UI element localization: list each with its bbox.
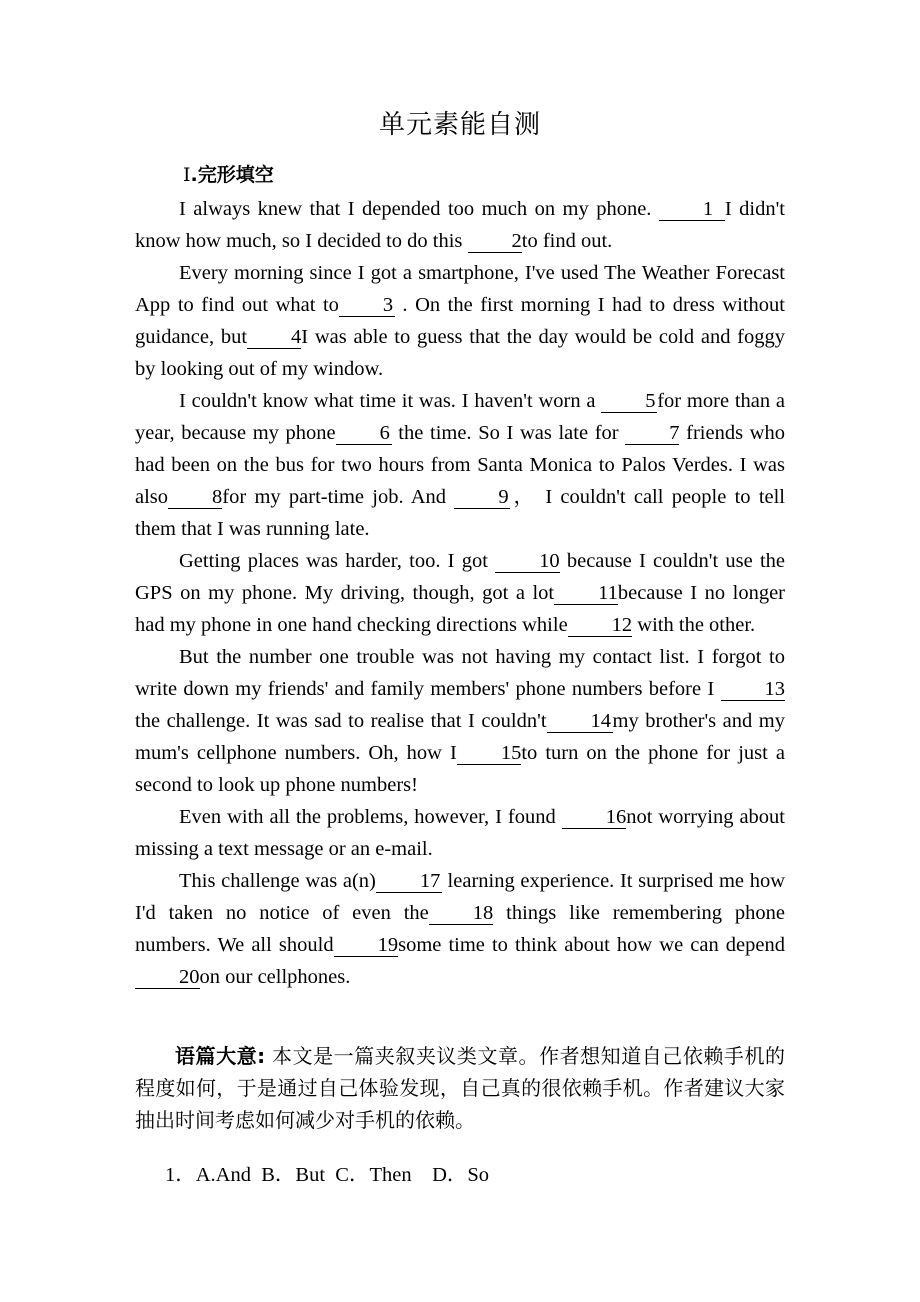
- passage-text: my brother's and my mum's cellphone numbers. Oh, how I: [135, 710, 786, 764]
- question-list: [135, 1160, 785, 1190]
- passage-text: because I no longer had my phone in one hand checking directions while: [135, 582, 785, 636]
- passage-text: the time. So I was late for: [391, 422, 626, 444]
- cloze-blank-6[interactable]: 6: [336, 422, 392, 445]
- passage-text: things like remembering phone numbers. We all should: [135, 902, 785, 956]
- cloze-blank-13[interactable]: 13: [721, 678, 786, 701]
- passage-paragraph: [135, 385, 785, 545]
- cloze-blank-4[interactable]: 4: [247, 326, 301, 349]
- passage-text: I couldn't know what time it was. I haven't worn a: [179, 390, 602, 412]
- question-options[interactable]: A.And B．But C．Then D．So: [195, 1164, 490, 1186]
- passage-summary: [135, 1040, 785, 1136]
- passage-paragraph: [135, 193, 785, 257]
- cloze-passage: [135, 193, 785, 993]
- passage-text: not worrying about missing a text message or an e-mail.: [135, 806, 785, 860]
- cloze-blank-9[interactable]: 9: [454, 486, 510, 509]
- section-heading-label: .完形填空: [190, 164, 274, 186]
- cloze-blank-20[interactable]: 20: [135, 966, 200, 989]
- cloze-blank-17[interactable]: 17: [376, 870, 442, 893]
- cloze-blank-3[interactable]: 3: [339, 294, 395, 317]
- cloze-blank-18[interactable]: 18: [429, 902, 494, 925]
- question-row: [135, 1160, 785, 1190]
- passage-text: because I couldn't use the GPS on my phone. My driving, though, got a lot: [135, 550, 785, 604]
- cloze-blank-12[interactable]: 12: [568, 614, 633, 637]
- cloze-blank-11[interactable]: 11: [554, 582, 618, 605]
- passage-text: the challenge. It was sad to realise that I couldn't: [135, 710, 547, 732]
- passage-paragraph: [135, 865, 785, 993]
- passage-text: Every morning since I got a smartphone, I've used The Weather Forecast App to find out what to: [135, 262, 785, 316]
- cloze-blank-10[interactable]: 10: [495, 550, 560, 573]
- passage-text: . On the first morning I had to dress without guidance, but: [135, 294, 785, 348]
- cloze-blank-2[interactable]: 2: [468, 230, 522, 253]
- passage-text: to turn on the phone for just a second to look up phone numbers!: [135, 742, 785, 796]
- summary-label: 语篇大意:: [175, 1044, 266, 1068]
- passage-text: on our cellphones.: [199, 966, 351, 988]
- passage-text: learning experience. It surprised me how I'd taken no notice of even the: [135, 870, 785, 924]
- question-number: 1．: [165, 1164, 196, 1186]
- passage-text: But the number one trouble was not having my contact list. I forgot to write down my friends' and family members' phone numbers before I: [135, 646, 785, 700]
- passage-text: friends who had been on the bus for two hours from Santa Monica to Palos Verdes. I was also: [135, 422, 785, 508]
- cloze-blank-16[interactable]: 16: [562, 806, 627, 829]
- cloze-blank-7[interactable]: 7: [625, 422, 679, 445]
- passage-text: ， I couldn't call people to tell them that I was running late.: [135, 486, 786, 540]
- section-heading: [0, 142, 920, 191]
- passage-text: to find out.: [521, 230, 613, 252]
- passage-text: with the other.: [632, 614, 756, 636]
- passage-paragraph: [135, 545, 785, 641]
- summary-text: 本文是一篇夹叙夹议类文章。作者想知道自己依赖手机的程度如何，于是通过自己体验发现，自己真的很依赖手机。作者建议大家抽出时间考虑如何减少对手机的依赖。: [135, 1044, 785, 1132]
- passage-paragraph: [135, 641, 785, 801]
- passage-text: I didn't know how much, so I decided to do this: [135, 198, 785, 252]
- passage-text: I always knew that I depended too much on my phone.: [179, 198, 659, 220]
- cloze-blank-1[interactable]: 1: [659, 198, 725, 221]
- cloze-blank-8[interactable]: 8: [168, 486, 222, 509]
- passage-text: some time to think about how we can depend: [398, 934, 785, 956]
- passage-text: This challenge was a(n): [179, 870, 376, 892]
- passage-text: for more than a year, because my phone: [135, 390, 785, 444]
- passage-text: Getting places was harder, too. I got: [179, 550, 496, 572]
- cloze-blank-15[interactable]: 15: [457, 742, 522, 765]
- passage-text: for my part-time job. And: [222, 486, 455, 508]
- cloze-blank-5[interactable]: 5: [601, 390, 657, 413]
- cloze-blank-14[interactable]: 14: [547, 710, 613, 733]
- passage-text: Even with all the problems, however, I found: [179, 806, 562, 828]
- section-roman-numeral: Ⅰ: [183, 165, 191, 186]
- cloze-blank-19[interactable]: 19: [334, 934, 399, 957]
- page-title: 单元素能自测: [378, 110, 541, 140]
- passage-paragraph: [135, 801, 785, 865]
- passage-paragraph: [135, 257, 785, 385]
- passage-text: I was able to guess that the day would be cold and foggy by looking out of my window.: [135, 326, 785, 380]
